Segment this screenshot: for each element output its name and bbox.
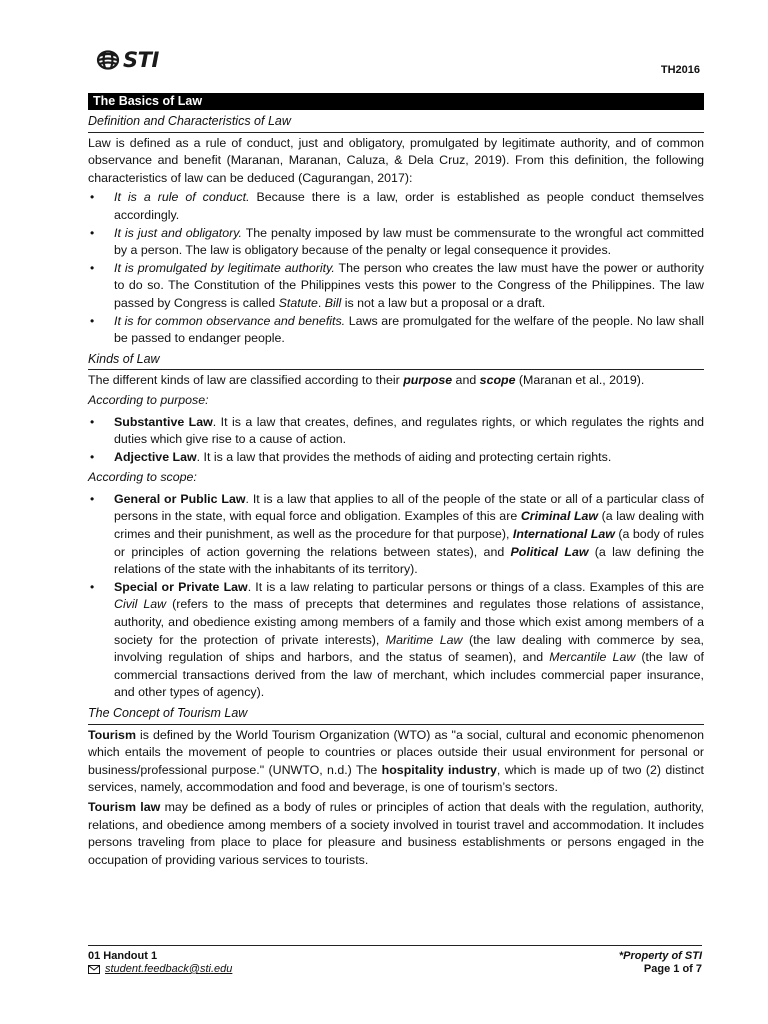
page-number: Page 1 of 7	[643, 963, 702, 975]
page-footer	[88, 945, 702, 975]
list-item: • It is promulgated by legitimate authority. The person who creates the law must have the power or authority to do so. The Constitution of the Philippines vests this power to the Congress of the Philippines. The law passed by Congress is called Statute. Bill is not a law but a proposal or a draft.	[90, 260, 704, 310]
tourism-heading: The Concept of Tourism Law	[88, 705, 704, 725]
footer-left	[88, 950, 232, 976]
handout-label: 01 Handout 1	[88, 950, 158, 962]
logo-text: STI	[123, 48, 159, 72]
list-item: • General or Public Law. It is a law that applies to all of the people of the state or all of a particular class of persons in the state, with equal force and obligation. Examples of this are Criminal Law (a law dealing with crimes and their punishment, as well as the procedure for that purpose), International Law (a body of rules or principles of action governing the relations between states), and Political Law (a law defining the relations of the state with the inhabitants of its territory).	[90, 491, 705, 577]
list-item: • Adjective Law. It is a law that provides the methods of aiding and protecting certain rights.	[90, 449, 612, 464]
list-item: • Substantive Law. It is a law that creates, defines, and regulates rights, or which regulates the rights and duties which give rise to a cause of action.	[90, 414, 704, 447]
scope-list	[88, 491, 704, 702]
list-item: • It is a rule of conduct. Because there is a law, order is established as people conduct themselves accordingly.	[90, 190, 704, 222]
definition-intro: Law is defined as a rule of conduct, just and obligatory, promulgated by legitimate authority, and of common observance and benefit (Maranan, Maranan, Caluza, & Dela Cruz, 2019). From this definition, the following characteristics of law can be deduced (Cagurangan, 2017):	[88, 135, 704, 185]
purpose-list	[88, 414, 704, 467]
envelope-icon	[88, 965, 100, 974]
section-title: The Basics of Law	[88, 93, 704, 110]
document-body	[88, 93, 704, 871]
feedback-email-link[interactable]: student.feedback@sti.edu	[105, 963, 233, 975]
tourism-definition: Tourism is defined by the World Tourism Organization (WTO) as "a social, cultural and economic phenomenon which entails the movement of people to countries or places outside their usual environment for personal or business/professional purpose." (UNWTO, n.d.) The hospitality industry, which is made up of two (2) distinct services, namely, accommodation and food and beverage, is one of tourism’s sectors.	[88, 727, 704, 795]
sti-globe-icon	[96, 49, 120, 71]
email-row	[88, 963, 232, 976]
document-code: TH2016	[660, 64, 700, 76]
list-item: • It is just and obligatory. The penalty imposed by law must be commensurate to the wrongful act committed by a person. The law is obligatory because of the penalty or legal consequence it provides.	[90, 225, 704, 258]
property-label: *Property of STI	[618, 950, 702, 962]
footer-right	[619, 950, 702, 976]
tourism-law-definition: Tourism law may be defined as a body of rules or principles of action that deals with the regulation, authority, relations, and obedience among members of a society involved in tourist travel and accommodation. It includes persons traveling from place to place for pleasure and business establishments or persons engaged in the occupation of providing various services to tourists.	[88, 799, 704, 867]
kinds-intro: The different kinds of law are classified according to their purpose and scope (Maranan et al., 2019).	[88, 373, 645, 388]
definition-heading: Definition and Characteristics of Law	[88, 113, 704, 133]
scope-label: According to scope:	[88, 470, 197, 485]
kinds-heading: Kinds of Law	[88, 351, 704, 371]
sti-logo	[96, 48, 159, 72]
list-item: • It is for common observance and benefits. Laws are promulgated for the welfare of the people. No law shall be passed to endanger people.	[90, 313, 704, 346]
purpose-label: According to purpose:	[88, 392, 209, 407]
characteristics-list	[88, 189, 704, 347]
list-item: • Special or Private Law. It is a law relating to particular persons or things of a class. Examples of this are Civil Law (refers to the mass of precepts that determines and regulates those relations of assistance, authority, and obedience existing among members of a family and those which exist among members of a society for the protection of private interests), Maritime Law (the law dealing with commerce by sea, involving regulation of ships and harbors, and the status of seamen), and Mercantile Law (the law of commercial transactions derived from the law of merchant, which includes commercial paper insurance, and other types of agency).	[90, 579, 704, 700]
